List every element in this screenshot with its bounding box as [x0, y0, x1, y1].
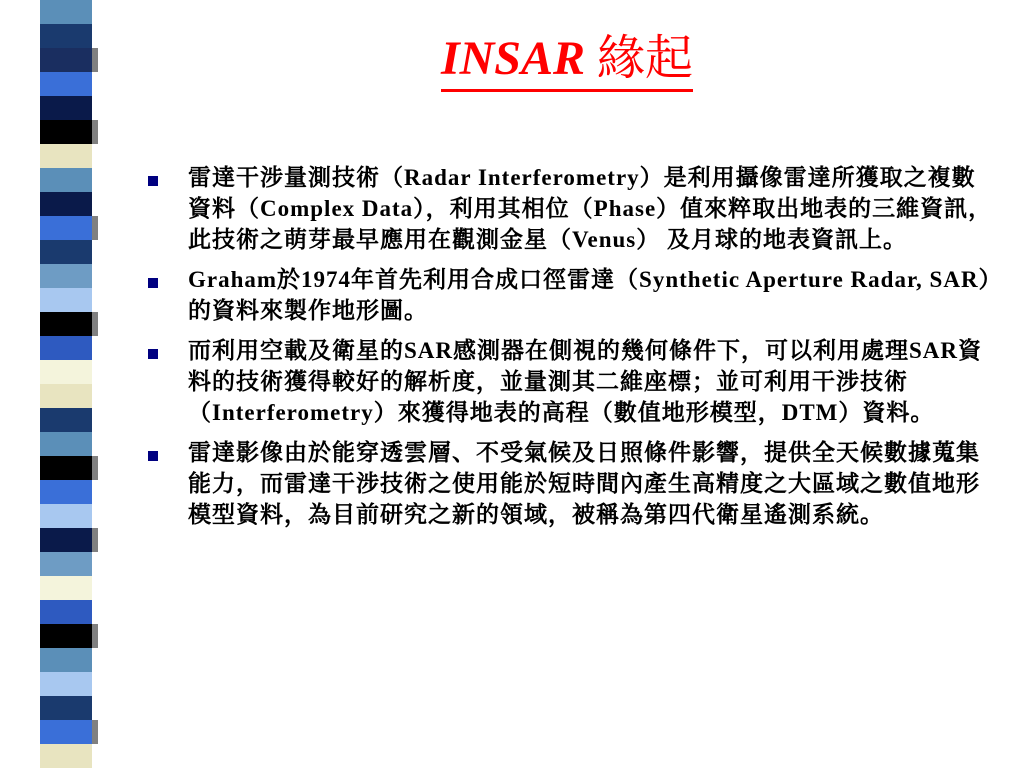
stripe-block: [40, 432, 92, 456]
bullet-item: [148, 264, 998, 326]
stripe-block: [40, 456, 92, 480]
stripe-block: [40, 480, 92, 504]
title-underline: [441, 28, 693, 92]
stripe-block: [40, 696, 92, 720]
bullet-text: 而利用空載及衛星的SAR感測器在側視的幾何條件下，可以利用處理SAR資料的技術獲得較好的解析度，並量測其二維座標；並可利用干涉技術（Interferometry）來獲得地表的高程（數值地形模型，DTM）資料。: [188, 338, 983, 425]
stripe-shadow: [92, 624, 98, 648]
stripe-block: [40, 384, 92, 408]
stripe-block: [40, 408, 92, 432]
title-chinese: 緣起: [597, 30, 694, 86]
stripe-block: [40, 624, 92, 648]
stripe-shadow: [92, 216, 98, 240]
bullet-square-icon: [148, 349, 158, 359]
stripe-block: [40, 600, 92, 624]
bullet-square-icon: [148, 176, 158, 186]
stripe-block: [40, 168, 92, 192]
stripe-block: [40, 216, 92, 240]
stripe-shadow: [92, 120, 98, 144]
bullet-square-icon: [148, 451, 158, 461]
stripe-block: [40, 576, 92, 600]
stripe-block: [40, 744, 92, 768]
stripe-block: [40, 312, 92, 336]
stripe-block: [40, 360, 92, 384]
stripe-block: [40, 144, 92, 168]
slide-title: [0, 28, 1024, 92]
bullet-text: Graham於1974年首先利用合成口徑雷達（Synthetic Aperture Radar, SAR）的資料來製作地形圖。: [188, 267, 992, 323]
bullet-item: [148, 335, 998, 428]
stripe-shadow: [92, 720, 98, 744]
stripe-block: [40, 288, 92, 312]
stripe-shadow: [92, 312, 98, 336]
stripe-block: [40, 552, 92, 576]
bullet-list: [148, 162, 998, 539]
bullet-square-icon: [148, 278, 158, 288]
stripe-block: [40, 672, 92, 696]
bullet-text: 雷達影像由於能穿透雲層、不受氣候及日照條件影響，提供全天候數據蒐集能力，而雷達干涉技術之使用能於短時間內產生高精度之大區域之數值地形模型資料，為目前研究之新的領域，被稱為第四代衛星遙測系統。: [188, 440, 980, 527]
decorative-stripe: [40, 0, 92, 768]
stripe-block: [40, 528, 92, 552]
bullet-text: 雷達干涉量測技術（Radar Interferometry）是利用攝像雷達所獲取之複數資料（Complex Data），利用其相位（Phase）值來粹取出地表的三維資訊，此技術之萌芽最早應用在觀測金星（Venus） 及月球的地表資訊上。: [188, 165, 993, 252]
stripe-block: [40, 240, 92, 264]
stripe-block: [40, 264, 92, 288]
stripe-block: [40, 504, 92, 528]
stripe-block: [40, 120, 92, 144]
stripe-block: [40, 648, 92, 672]
stripe-block: [40, 96, 92, 120]
title-english: INSAR: [440, 32, 586, 85]
stripe-block: [40, 0, 92, 24]
stripe-block: [40, 336, 92, 360]
stripe-block: [40, 192, 92, 216]
bullet-item: [148, 437, 998, 530]
stripe-shadow: [92, 528, 98, 552]
stripe-block: [40, 720, 92, 744]
bullet-item: [148, 162, 998, 255]
stripe-shadow: [92, 456, 98, 480]
